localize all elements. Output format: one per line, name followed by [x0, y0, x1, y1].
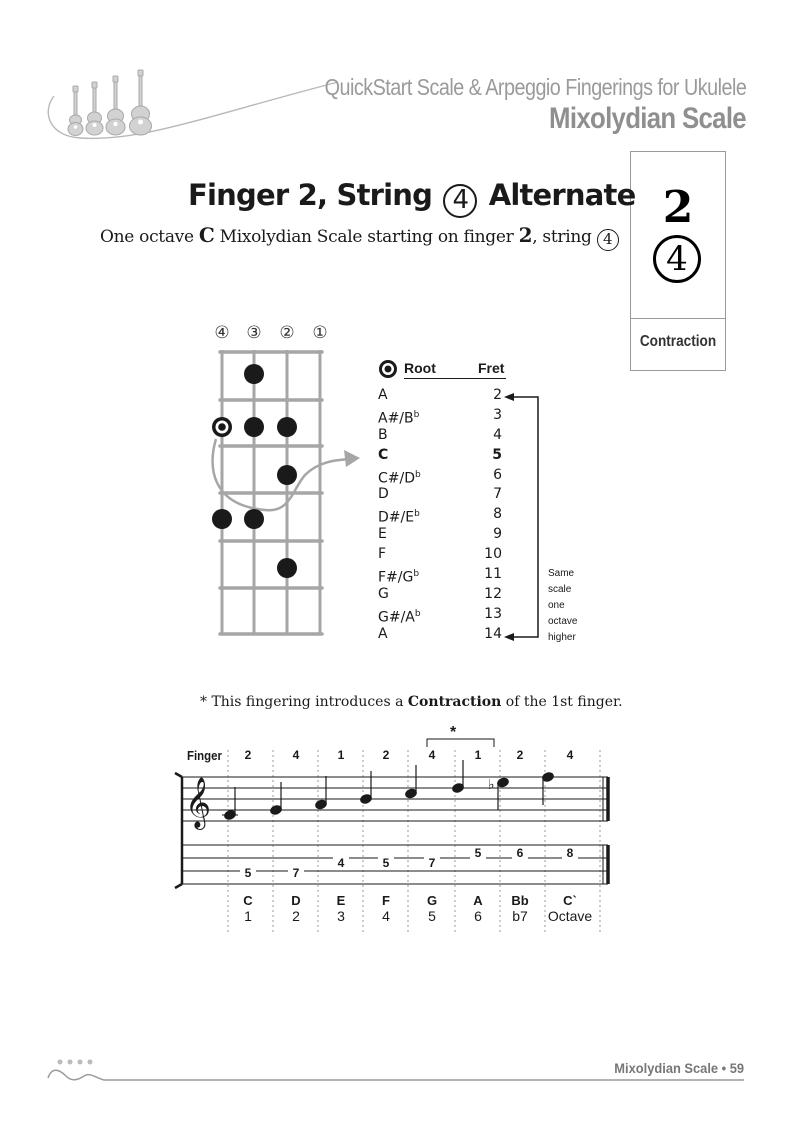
scale-degree: 5	[428, 908, 436, 924]
finger-number: 2	[244, 748, 252, 762]
note-e	[314, 776, 327, 810]
arrowhead-icon	[344, 450, 360, 467]
table-fret: 10	[484, 546, 502, 563]
fret-dot	[244, 509, 264, 529]
table-header-rule	[404, 378, 506, 379]
scale-degree: 2	[292, 908, 300, 924]
note-name: F	[382, 893, 390, 908]
page-title-suffix: Alternate	[488, 178, 636, 212]
system-bracket	[175, 773, 182, 888]
root-legend-icon	[378, 359, 398, 379]
scale-degree: 6	[474, 908, 482, 924]
tab-number: 7	[424, 857, 440, 869]
octave-note	[548, 566, 608, 646]
footnote-post: of the 1st finger.	[505, 694, 623, 710]
arrowhead-icon	[504, 393, 514, 401]
table-fret: 4	[493, 426, 502, 443]
octave-bracket	[513, 397, 538, 637]
note-name: D	[291, 893, 301, 908]
tab-number: 5	[240, 867, 256, 879]
octave-note-line: scale	[548, 584, 572, 595]
scale-title: Mixolydian Scale	[549, 102, 746, 135]
page-footer: Mixolydian Scale • 59	[614, 1060, 744, 1076]
octave-note-line: one	[548, 600, 565, 611]
tab-number: 4	[333, 857, 349, 869]
fret-column	[450, 386, 502, 645]
footnote-pre: * This fingering introduces a	[200, 694, 404, 710]
table-note: G	[378, 585, 389, 602]
table-note: $G\#/A^b$	[378, 608, 421, 626]
arrowhead-icon	[504, 633, 514, 641]
page-title-prefix: Finger 2, String	[188, 178, 433, 212]
note-name: Bb	[511, 893, 529, 908]
octave-note-line: Same	[548, 568, 575, 579]
fret-dot	[244, 417, 264, 437]
table-note: $F\#/G^b$	[378, 569, 420, 586]
scale-degree: 3	[337, 908, 345, 924]
tab-number: 5	[470, 847, 486, 859]
treble-clef-icon: 𝄞	[185, 777, 212, 828]
scale-degree: b7	[512, 908, 528, 924]
finger-number: 1	[474, 748, 482, 762]
finger-number: 4	[566, 748, 574, 762]
page-title-string: 4	[443, 184, 477, 218]
position-box-divider	[631, 318, 725, 319]
book-title: QuickStart Scale & Arpeggio Fingerings for Ukulele	[324, 74, 746, 100]
table-note: $A\#/B^b$	[378, 409, 420, 427]
note-g	[404, 765, 417, 799]
finger-label: Finger	[187, 748, 222, 763]
fret-dot	[277, 465, 297, 485]
frets	[220, 352, 322, 634]
note-name: G	[426, 893, 438, 908]
subtitle-mid: Mixolydian Scale starting on finger	[219, 227, 514, 247]
table-fret: 6	[493, 466, 502, 483]
table-note: F	[378, 546, 387, 563]
note-name: C	[243, 893, 253, 908]
octave-note-line: higher	[548, 632, 576, 643]
octave-note-line: octave	[548, 616, 578, 627]
table-note: $D\#/E^b$	[378, 509, 420, 526]
table-fret: 14	[484, 625, 502, 642]
position-string-number: 4	[653, 235, 701, 283]
note-column	[378, 386, 448, 645]
tab-number: 8	[562, 847, 578, 859]
subtitle	[100, 223, 619, 251]
ukulele-logo-icon	[40, 66, 340, 146]
svg-text:♭: ♭	[488, 777, 495, 793]
tab-number: 5	[378, 857, 394, 869]
fret-header: Fret	[478, 360, 505, 376]
tab-number: 7	[288, 867, 304, 879]
footnote	[200, 694, 623, 710]
root-header: Root	[404, 360, 436, 376]
finger-number: 2	[516, 748, 524, 762]
finger-number: 2	[382, 748, 390, 762]
fret-dot	[244, 364, 264, 384]
table-note: A	[378, 625, 388, 642]
tab-number: 6	[512, 847, 528, 859]
table-fret: 3	[493, 406, 502, 423]
table-note: B	[378, 426, 388, 443]
contraction-asterisk: *	[450, 724, 457, 741]
staff-lines	[182, 777, 608, 821]
table-fret: 13	[484, 605, 502, 622]
position-finger-number: 2	[662, 182, 694, 233]
scale-degree: 1	[244, 908, 252, 924]
subtitle-finger: 2	[518, 223, 533, 247]
table-fret: 5	[492, 446, 502, 463]
footnote-bold: Contraction	[407, 694, 502, 710]
table-fret: 8	[493, 506, 502, 523]
table-fret: 11	[484, 566, 502, 583]
finger-number: 1	[337, 748, 345, 762]
scale-degree: Octave	[547, 908, 593, 924]
page-title	[188, 178, 635, 218]
fret-dot	[277, 417, 297, 437]
finger-number: 4	[428, 748, 436, 762]
table-fret: 2	[493, 387, 502, 403]
subtitle-pre: One octave	[100, 227, 194, 247]
fret-dot	[212, 509, 232, 529]
table-fret: 9	[493, 526, 502, 543]
note-bb	[488, 777, 510, 810]
note-name: E	[336, 893, 346, 908]
table-fret: 7	[493, 486, 502, 503]
string-label-3: ③	[246, 323, 262, 343]
subtitle-mid2: , string	[532, 227, 592, 247]
table-fret: 12	[484, 585, 502, 602]
scale-degree: 4	[382, 908, 390, 924]
table-note: E	[378, 526, 387, 543]
end-barline	[603, 777, 608, 884]
note-name: A	[473, 893, 483, 908]
table-note: D	[378, 486, 389, 503]
fret-dot	[277, 558, 297, 578]
contraction-bracket	[427, 739, 494, 747]
note-c	[222, 787, 238, 821]
position-label: Contraction	[639, 333, 717, 350]
table-note: A	[378, 387, 388, 403]
table-note: $C\#/D^b$	[378, 469, 421, 487]
string-label-2: ②	[279, 323, 295, 343]
root-dot-icon	[212, 417, 232, 437]
subtitle-key: C	[198, 223, 215, 247]
subtitle-string: 4	[597, 229, 619, 251]
finger-number: 4	[292, 748, 300, 762]
note-name: C`	[563, 893, 577, 908]
table-note: C	[378, 446, 389, 463]
string-label-1: ①	[312, 323, 328, 343]
string-label-4: ④	[214, 323, 230, 343]
